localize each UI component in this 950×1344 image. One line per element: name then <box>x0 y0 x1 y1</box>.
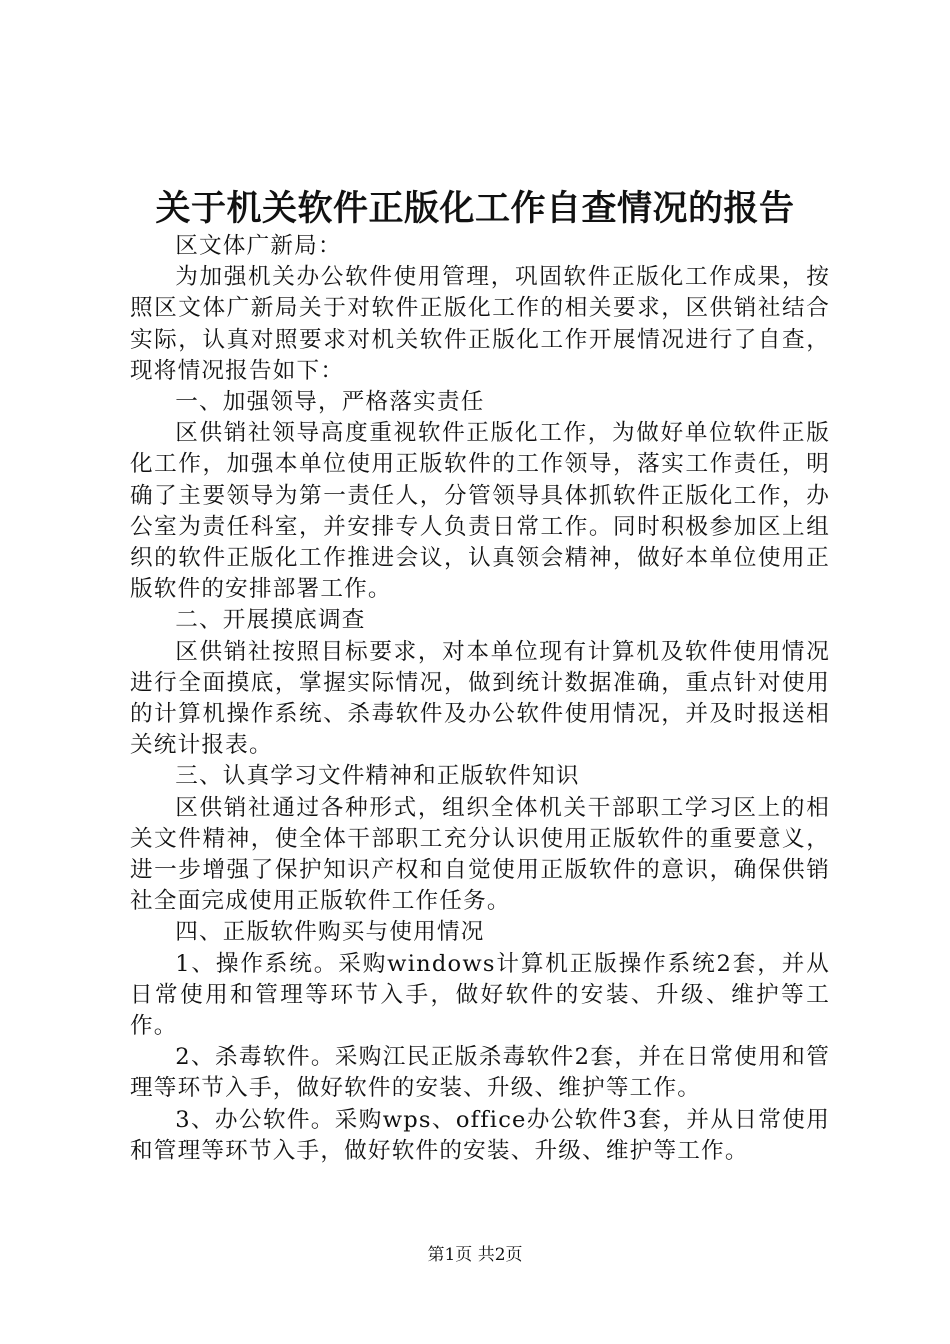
section-heading-4: 四、正版软件购买与使用情况 <box>175 919 485 946</box>
list-item-office: 3、办公软件。采购wps、office办公软件3套，并从日常使用和管理等环节入手，做好软件的安装、升级、维护等工作。 <box>130 1106 830 1164</box>
page-footer: 第1页 共2页 <box>427 1245 523 1265</box>
list-item-antivirus: 2、杀毒软件。采购江民正版杀毒软件2套，并在日常使用和管理等环节入手，做好软件的安装、升级、维护等工作。 <box>130 1044 830 1102</box>
section-paragraph-1: 区供销社领导高度重视软件正版化工作，为做好单位软件正版化工作，加强本单位使用正版软件的工作领导，落实工作责任，明确了主要领导为第一责任人，分管领导具体抓软件正版化工作，办公室为责任科室，并安排专人负责日常工作。同时积极参加区上组织的软件正版化工作推进会议，认真领会精神，做好本单位使用正版软件的安排部署工作。 <box>130 420 830 603</box>
section-paragraph-3: 区供销社通过各种形式，组织全体机关干部职工学习区上的相关文件精神，使全体干部职工充分认识使用正版软件的重要意义，进一步增强了保护知识产权和自觉使用正版软件的意识，确保供销社全面完成使用正版软件工作任务。 <box>130 794 830 915</box>
section-heading-1: 一、加强领导，严格落实责任 <box>175 389 485 416</box>
document-body <box>130 231 830 1167</box>
list-item-os: 1、操作系统。采购windows计算机正版操作系统2套，并从日常使用和管理等环节入手，做好软件的安装、升级、维护等工作。 <box>130 950 830 1040</box>
section-paragraph-2: 区供销社按照目标要求，对本单位现有计算机及软件使用情况进行全面摸底，掌握实际情况，做到统计数据准确，重点针对使用的计算机操作系统、杀毒软件及办公软件使用情况，并及时报送相关统计报表。 <box>130 638 830 759</box>
intro-paragraph: 为加强机关办公软件使用管理，巩固软件正版化工作成果，按照区文体广新局关于对软件正版化工作的相关要求，区供销社结合实际，认真对照要求对机关软件正版化工作开展情况进行了自查，现将情况报告如下： <box>130 264 830 384</box>
section-heading-2: 二、开展摸底调查 <box>175 607 366 634</box>
section-heading-3: 三、认真学习文件精神和正版软件知识 <box>175 763 580 790</box>
document-title: 关于机关软件正版化工作自查情况的报告 <box>155 188 795 229</box>
salutation: 区文体广新局： <box>175 233 342 259</box>
